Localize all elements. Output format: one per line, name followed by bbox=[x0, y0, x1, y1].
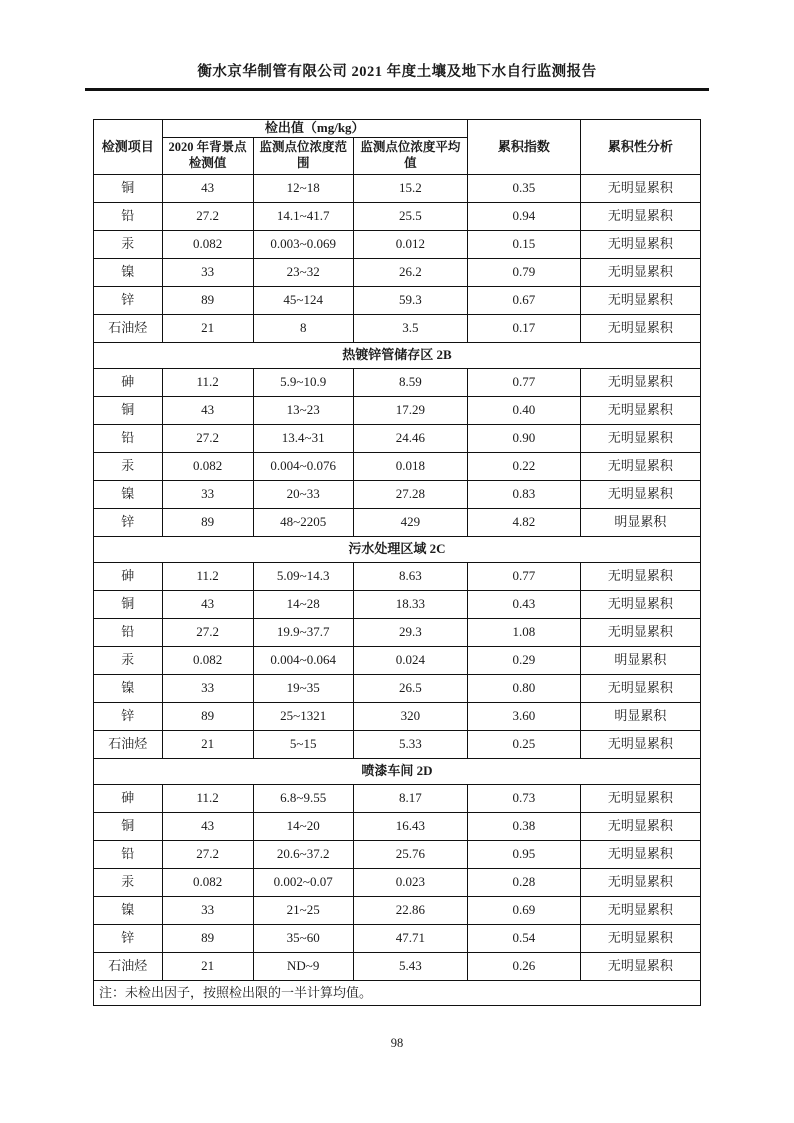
value-cell: 320 bbox=[353, 703, 467, 731]
item-cell: 石油烃 bbox=[94, 315, 163, 343]
value-cell: 0.67 bbox=[467, 287, 580, 315]
table-row bbox=[94, 563, 701, 591]
table-body bbox=[94, 175, 701, 981]
value-cell: 27.28 bbox=[353, 481, 467, 509]
table-row bbox=[94, 953, 701, 981]
page-number: 98 bbox=[390, 1036, 404, 1050]
item-cell: 铅 bbox=[94, 425, 163, 453]
table-row bbox=[94, 315, 701, 343]
value-cell: 43 bbox=[162, 591, 253, 619]
value-cell: 11.2 bbox=[162, 563, 253, 591]
section-header-row bbox=[94, 537, 701, 563]
value-cell: 0.80 bbox=[467, 675, 580, 703]
value-cell: 48~2205 bbox=[253, 509, 353, 537]
value-cell: 43 bbox=[162, 397, 253, 425]
item-cell: 汞 bbox=[94, 453, 163, 481]
value-cell: 3.5 bbox=[353, 315, 467, 343]
value-cell: 无明显累积 bbox=[580, 869, 700, 897]
monitoring-table bbox=[93, 119, 701, 1006]
header-mean-column: 监测点位浓度平均值 bbox=[353, 138, 467, 175]
note-row bbox=[94, 981, 701, 1006]
item-cell: 铅 bbox=[94, 203, 163, 231]
header-item-column: 检测项目 bbox=[94, 120, 163, 175]
value-cell: 明显累积 bbox=[580, 647, 700, 675]
value-cell: 0.018 bbox=[353, 453, 467, 481]
value-cell: 15.2 bbox=[353, 175, 467, 203]
value-cell: 5.9~10.9 bbox=[253, 369, 353, 397]
item-cell: 铜 bbox=[94, 175, 163, 203]
table-row bbox=[94, 369, 701, 397]
table-row bbox=[94, 509, 701, 537]
value-cell: 5.43 bbox=[353, 953, 467, 981]
table-row bbox=[94, 175, 701, 203]
value-cell: 43 bbox=[162, 175, 253, 203]
table-row bbox=[94, 841, 701, 869]
table-row bbox=[94, 287, 701, 315]
item-cell: 汞 bbox=[94, 869, 163, 897]
value-cell: 5.33 bbox=[353, 731, 467, 759]
value-cell: 0.082 bbox=[162, 453, 253, 481]
header-rule bbox=[85, 88, 709, 91]
value-cell: 无明显累积 bbox=[580, 841, 700, 869]
header-range-column: 监测点位浓度范围 bbox=[253, 138, 353, 175]
table-row bbox=[94, 453, 701, 481]
value-cell: 45~124 bbox=[253, 287, 353, 315]
value-cell: 21 bbox=[162, 315, 253, 343]
value-cell: 0.002~0.07 bbox=[253, 869, 353, 897]
value-cell: 4.82 bbox=[467, 509, 580, 537]
value-cell: 27.2 bbox=[162, 425, 253, 453]
value-cell: 8.59 bbox=[353, 369, 467, 397]
item-cell: 石油烃 bbox=[94, 731, 163, 759]
value-cell: 19~35 bbox=[253, 675, 353, 703]
value-cell: 21~25 bbox=[253, 897, 353, 925]
header-background-column: 2020 年背景点检测值 bbox=[162, 138, 253, 175]
value-cell: 无明显累积 bbox=[580, 619, 700, 647]
table-row bbox=[94, 425, 701, 453]
value-cell: 无明显累积 bbox=[580, 591, 700, 619]
value-cell: 无明显累积 bbox=[580, 203, 700, 231]
value-cell: 0.79 bbox=[467, 259, 580, 287]
item-cell: 锌 bbox=[94, 509, 163, 537]
value-cell: 12~18 bbox=[253, 175, 353, 203]
value-cell: 无明显累积 bbox=[580, 813, 700, 841]
item-cell: 石油烃 bbox=[94, 953, 163, 981]
value-cell: 0.77 bbox=[467, 369, 580, 397]
value-cell: ND~9 bbox=[253, 953, 353, 981]
value-cell: 0.26 bbox=[467, 953, 580, 981]
value-cell: 0.73 bbox=[467, 785, 580, 813]
value-cell: 20~33 bbox=[253, 481, 353, 509]
value-cell: 0.15 bbox=[467, 231, 580, 259]
value-cell: 0.83 bbox=[467, 481, 580, 509]
value-cell: 29.3 bbox=[353, 619, 467, 647]
table-row bbox=[94, 869, 701, 897]
table-head bbox=[94, 120, 701, 175]
value-cell: 21 bbox=[162, 953, 253, 981]
section-header-row bbox=[94, 343, 701, 369]
value-cell: 无明显累积 bbox=[580, 425, 700, 453]
value-cell: 26.5 bbox=[353, 675, 467, 703]
value-cell: 无明显累积 bbox=[580, 731, 700, 759]
value-cell: 无明显累积 bbox=[580, 953, 700, 981]
item-cell: 铜 bbox=[94, 591, 163, 619]
section-title: 污水处理区域 2C bbox=[94, 537, 701, 563]
table-row bbox=[94, 619, 701, 647]
value-cell: 0.25 bbox=[467, 731, 580, 759]
item-cell: 汞 bbox=[94, 231, 163, 259]
value-cell: 无明显累积 bbox=[580, 397, 700, 425]
value-cell: 11.2 bbox=[162, 785, 253, 813]
item-cell: 砷 bbox=[94, 563, 163, 591]
value-cell: 无明显累积 bbox=[580, 453, 700, 481]
table-row bbox=[94, 591, 701, 619]
item-cell: 铅 bbox=[94, 841, 163, 869]
value-cell: 33 bbox=[162, 897, 253, 925]
header-detect-group: 检出值（mg/kg） bbox=[162, 120, 467, 138]
value-cell: 21 bbox=[162, 731, 253, 759]
value-cell: 33 bbox=[162, 481, 253, 509]
value-cell: 0.082 bbox=[162, 231, 253, 259]
value-cell: 59.3 bbox=[353, 287, 467, 315]
value-cell: 25.5 bbox=[353, 203, 467, 231]
value-cell: 16.43 bbox=[353, 813, 467, 841]
value-cell: 无明显累积 bbox=[580, 925, 700, 953]
value-cell: 无明显累积 bbox=[580, 675, 700, 703]
item-cell: 镍 bbox=[94, 259, 163, 287]
value-cell: 19.9~37.7 bbox=[253, 619, 353, 647]
value-cell: 明显累积 bbox=[580, 703, 700, 731]
value-cell: 8.63 bbox=[353, 563, 467, 591]
table-row bbox=[94, 813, 701, 841]
table-note: 注：未检出因子，按照检出限的一半计算均值。 bbox=[94, 981, 701, 1006]
value-cell: 0.023 bbox=[353, 869, 467, 897]
value-cell: 13.4~31 bbox=[253, 425, 353, 453]
value-cell: 5.09~14.3 bbox=[253, 563, 353, 591]
value-cell: 33 bbox=[162, 675, 253, 703]
section-title: 喷漆车间 2D bbox=[94, 759, 701, 785]
value-cell: 27.2 bbox=[162, 203, 253, 231]
value-cell: 25~1321 bbox=[253, 703, 353, 731]
table-row bbox=[94, 897, 701, 925]
value-cell: 明显累积 bbox=[580, 509, 700, 537]
value-cell: 0.003~0.069 bbox=[253, 231, 353, 259]
value-cell: 0.082 bbox=[162, 869, 253, 897]
table-header-row-1 bbox=[94, 120, 701, 138]
item-cell: 汞 bbox=[94, 647, 163, 675]
table-row bbox=[94, 731, 701, 759]
value-cell: 无明显累积 bbox=[580, 369, 700, 397]
value-cell: 89 bbox=[162, 703, 253, 731]
item-cell: 铅 bbox=[94, 619, 163, 647]
section-title: 热镀锌管储存区 2B bbox=[94, 343, 701, 369]
value-cell: 89 bbox=[162, 287, 253, 315]
value-cell: 17.29 bbox=[353, 397, 467, 425]
value-cell: 0.004~0.076 bbox=[253, 453, 353, 481]
value-cell: 无明显累积 bbox=[580, 231, 700, 259]
value-cell: 43 bbox=[162, 813, 253, 841]
value-cell: 11.2 bbox=[162, 369, 253, 397]
value-cell: 8 bbox=[253, 315, 353, 343]
value-cell: 0.082 bbox=[162, 647, 253, 675]
value-cell: 0.28 bbox=[467, 869, 580, 897]
value-cell: 无明显累积 bbox=[580, 563, 700, 591]
header-analysis-column: 累积性分析 bbox=[580, 120, 700, 175]
item-cell: 镍 bbox=[94, 897, 163, 925]
item-cell: 锌 bbox=[94, 925, 163, 953]
value-cell: 26.2 bbox=[353, 259, 467, 287]
table-row bbox=[94, 785, 701, 813]
value-cell: 25.76 bbox=[353, 841, 467, 869]
value-cell: 0.77 bbox=[467, 563, 580, 591]
value-cell: 89 bbox=[162, 509, 253, 537]
value-cell: 0.024 bbox=[353, 647, 467, 675]
value-cell: 13~23 bbox=[253, 397, 353, 425]
value-cell: 18.33 bbox=[353, 591, 467, 619]
item-cell: 镍 bbox=[94, 675, 163, 703]
value-cell: 8.17 bbox=[353, 785, 467, 813]
value-cell: 23~32 bbox=[253, 259, 353, 287]
item-cell: 砷 bbox=[94, 369, 163, 397]
value-cell: 0.17 bbox=[467, 315, 580, 343]
value-cell: 无明显累积 bbox=[580, 259, 700, 287]
item-cell: 锌 bbox=[94, 287, 163, 315]
value-cell: 33 bbox=[162, 259, 253, 287]
value-cell: 0.22 bbox=[467, 453, 580, 481]
value-cell: 35~60 bbox=[253, 925, 353, 953]
item-cell: 砷 bbox=[94, 785, 163, 813]
table-row bbox=[94, 481, 701, 509]
value-cell: 0.69 bbox=[467, 897, 580, 925]
table-row bbox=[94, 259, 701, 287]
document-title: 衡水京华制管有限公司 2021 年度土壤及地下水自行监测报告 bbox=[197, 64, 597, 80]
table-row bbox=[94, 647, 701, 675]
value-cell: 0.29 bbox=[467, 647, 580, 675]
item-cell: 镍 bbox=[94, 481, 163, 509]
value-cell: 20.6~37.2 bbox=[253, 841, 353, 869]
item-cell: 铜 bbox=[94, 813, 163, 841]
value-cell: 无明显累积 bbox=[580, 315, 700, 343]
table-row bbox=[94, 925, 701, 953]
value-cell: 无明显累积 bbox=[580, 481, 700, 509]
section-header-row bbox=[94, 759, 701, 785]
value-cell: 0.43 bbox=[467, 591, 580, 619]
table-row bbox=[94, 231, 701, 259]
value-cell: 89 bbox=[162, 925, 253, 953]
value-cell: 27.2 bbox=[162, 619, 253, 647]
table-row bbox=[94, 397, 701, 425]
item-cell: 铜 bbox=[94, 397, 163, 425]
value-cell: 0.54 bbox=[467, 925, 580, 953]
value-cell: 0.90 bbox=[467, 425, 580, 453]
table-footer bbox=[94, 981, 701, 1006]
value-cell: 22.86 bbox=[353, 897, 467, 925]
value-cell: 0.38 bbox=[467, 813, 580, 841]
value-cell: 5~15 bbox=[253, 731, 353, 759]
value-cell: 24.46 bbox=[353, 425, 467, 453]
value-cell: 6.8~9.55 bbox=[253, 785, 353, 813]
value-cell: 0.95 bbox=[467, 841, 580, 869]
item-cell: 锌 bbox=[94, 703, 163, 731]
value-cell: 3.60 bbox=[467, 703, 580, 731]
value-cell: 47.71 bbox=[353, 925, 467, 953]
value-cell: 14~20 bbox=[253, 813, 353, 841]
header-index-column: 累积指数 bbox=[467, 120, 580, 175]
value-cell: 0.012 bbox=[353, 231, 467, 259]
value-cell: 0.004~0.064 bbox=[253, 647, 353, 675]
value-cell: 0.40 bbox=[467, 397, 580, 425]
value-cell: 0.94 bbox=[467, 203, 580, 231]
value-cell: 0.35 bbox=[467, 175, 580, 203]
value-cell: 无明显累积 bbox=[580, 785, 700, 813]
value-cell: 无明显累积 bbox=[580, 287, 700, 315]
value-cell: 1.08 bbox=[467, 619, 580, 647]
table-row bbox=[94, 203, 701, 231]
value-cell: 27.2 bbox=[162, 841, 253, 869]
table-row bbox=[94, 703, 701, 731]
value-cell: 429 bbox=[353, 509, 467, 537]
table-row bbox=[94, 675, 701, 703]
value-cell: 14~28 bbox=[253, 591, 353, 619]
value-cell: 无明显累积 bbox=[580, 897, 700, 925]
value-cell: 14.1~41.7 bbox=[253, 203, 353, 231]
value-cell: 无明显累积 bbox=[580, 175, 700, 203]
